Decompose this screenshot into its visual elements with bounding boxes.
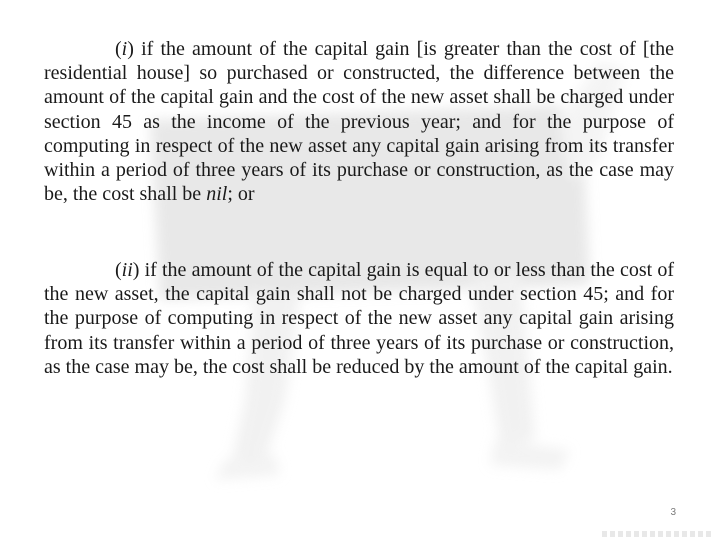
page-number: 3 — [670, 507, 676, 518]
clause-marker: ii — [121, 259, 133, 281]
clause-i-paragraph — [44, 37, 674, 206]
clause-ii-paragraph — [44, 258, 674, 379]
clause-marker-open: ( — [115, 259, 122, 281]
clause-text: if the amount of the capital gain is equal to or less than the cost of the new asset, the capital gain shall not be charged under section 45; and for the purpose of computing in respect of the new asset any capital gain arising from its transfer within a period of three years of its purchase or construction, as the case may be, the cost shall be reduced by the amount of the capital gain. — [44, 259, 674, 378]
clause-text: if the amount of the capital gain [is greater than the cost of [the residential house] so purchased or constructed, the difference between the amount of the capital gain and the cost of the new asset shall be charged under section 45 as the income of the previous year; and for the purpose of computing in respect of the new asset any capital gain arising from its transfer within a period of three years of its purchase or construction, as the case may be, the cost shall be — [44, 38, 674, 206]
watermark — [602, 531, 712, 537]
emphasis-nil: nil — [206, 183, 228, 206]
clause-marker: i — [121, 38, 128, 60]
clause-marker-open: ( — [115, 38, 122, 60]
clause-marker-close: ) — [132, 259, 140, 281]
clause-marker-close: ) — [127, 38, 134, 60]
clause-tail: ; or — [227, 183, 255, 206]
